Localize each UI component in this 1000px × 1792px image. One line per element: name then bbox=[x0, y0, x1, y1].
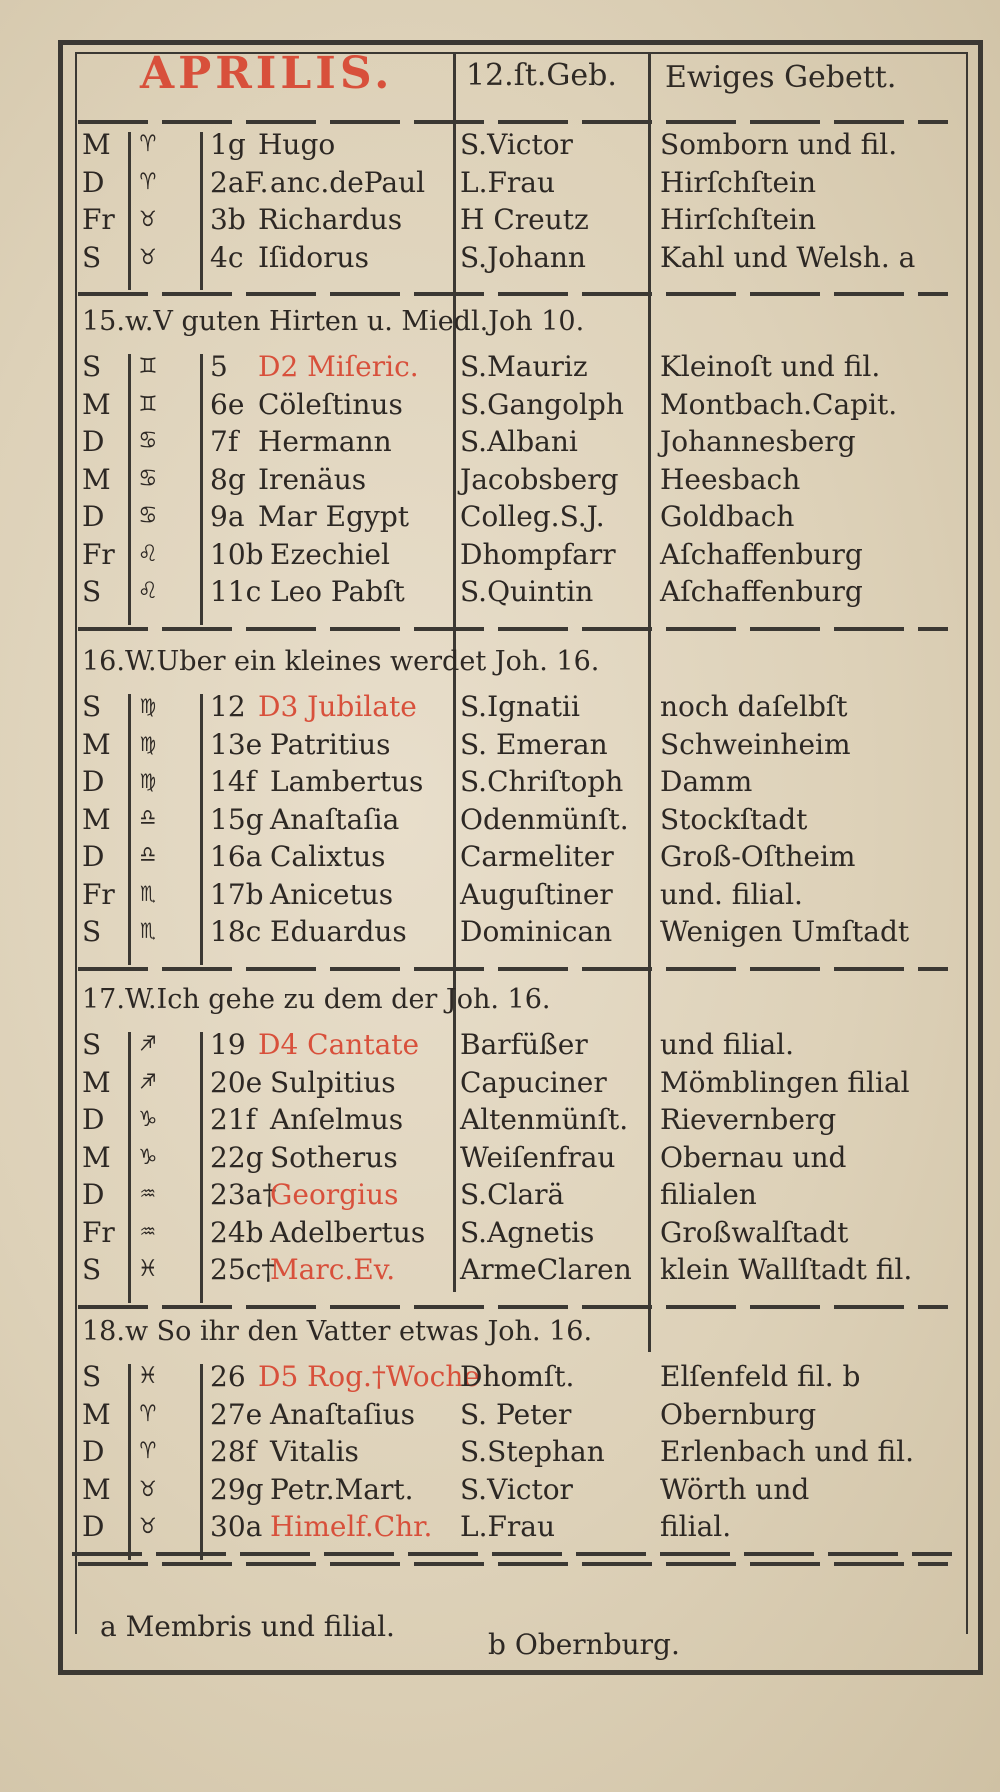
day-number: 30a bbox=[210, 1510, 263, 1543]
church-name: S.Ignatii bbox=[460, 690, 580, 723]
zodiac-sign: ♋ bbox=[140, 500, 157, 530]
saint-name: D2 Miſeric. bbox=[258, 350, 419, 383]
prayer-location: und filial. bbox=[660, 1028, 795, 1061]
prayer-location: Erlenbach und fil. bbox=[660, 1435, 915, 1468]
week-heading: 17.W.Ich gehe zu dem der Joh. 16. bbox=[82, 984, 551, 1015]
saint-name: Patritius bbox=[270, 727, 391, 761]
footnote-a: a Membris und filial. bbox=[100, 1610, 395, 1643]
saint-name: Anicetus bbox=[270, 877, 394, 911]
day-number: 4c bbox=[210, 240, 244, 274]
day-number: 11c bbox=[210, 575, 262, 608]
saint-name: Petr.Mart. bbox=[270, 1472, 414, 1506]
saint-name: Adelbertus bbox=[270, 1215, 426, 1249]
divider bbox=[128, 1364, 131, 1560]
saint-name: Iſidorus bbox=[258, 240, 369, 274]
prayer-location: Aſchaffenburg bbox=[660, 537, 863, 571]
zodiac-sign: ♈ bbox=[140, 1435, 157, 1465]
day-number: 2aF. bbox=[210, 165, 269, 199]
prayer-location: Wörth und bbox=[660, 1472, 810, 1506]
saint-name: Calixtus bbox=[270, 840, 386, 873]
day-number: 10b bbox=[210, 537, 264, 571]
weekday-letter: M bbox=[82, 802, 111, 836]
day-number: 17b bbox=[210, 877, 264, 911]
prayer-location: Großwalſtadt bbox=[660, 1215, 849, 1249]
weekday-letter: S bbox=[82, 575, 102, 608]
day-number: 7f bbox=[210, 425, 239, 458]
weekday-letter: M bbox=[82, 1140, 111, 1174]
church-name: S. Emeran bbox=[460, 727, 608, 761]
saint-name: Leo Pabſt bbox=[270, 575, 405, 608]
zodiac-sign: ♑ bbox=[140, 1140, 157, 1171]
weekday-letter: D bbox=[82, 165, 105, 199]
prayer-location: Johannesberg bbox=[660, 425, 856, 458]
prayer-location: filial. bbox=[660, 1510, 732, 1543]
prayer-location: Somborn und fil. bbox=[660, 128, 898, 161]
zodiac-sign: ♐ bbox=[140, 1028, 157, 1058]
prayer-location: Montbach.Capit. bbox=[660, 387, 898, 421]
weekday-letter: D bbox=[82, 1510, 105, 1543]
saint-name: Georgius bbox=[270, 1178, 399, 1211]
weekday-letter: D bbox=[82, 840, 105, 873]
section-rule bbox=[78, 1305, 948, 1309]
prayer-location: Heesbach bbox=[660, 462, 801, 496]
day-number: 14f bbox=[210, 765, 256, 798]
day-number: 12 bbox=[210, 690, 246, 723]
church-name: Dominican bbox=[460, 915, 613, 948]
section-rule bbox=[78, 627, 948, 631]
zodiac-sign: ♒ bbox=[140, 1215, 157, 1246]
weekday-letter: M bbox=[82, 128, 111, 161]
weekday-letter: D bbox=[82, 1103, 105, 1136]
footnote-b: b Obernburg. bbox=[488, 1628, 680, 1661]
church-name: S.Johann bbox=[460, 240, 586, 274]
saint-name: Himelf.Chr. bbox=[270, 1510, 433, 1543]
zodiac-sign: ♈ bbox=[140, 165, 157, 196]
day-number: 5 bbox=[210, 350, 228, 383]
zodiac-sign: ♊ bbox=[140, 350, 157, 380]
day-number: 13e bbox=[210, 727, 263, 761]
prayer-location: Kahl und Welsh. a bbox=[660, 240, 916, 274]
day-number: 3b bbox=[210, 203, 246, 236]
church-name: S.Victor bbox=[460, 1472, 573, 1506]
zodiac-sign: ♓ bbox=[140, 1360, 157, 1390]
church-name: S.Stephan bbox=[460, 1435, 605, 1468]
zodiac-sign: ♍ bbox=[140, 765, 157, 795]
week-heading: 16.W.Uber ein kleines werdet Joh. 16. bbox=[82, 646, 600, 677]
weekday-letter: D bbox=[82, 765, 105, 798]
day-number: 9a bbox=[210, 500, 245, 533]
church-name: ArmeClaren bbox=[460, 1253, 632, 1286]
church-name: S.Clarä bbox=[460, 1178, 565, 1211]
prayer-location: filialen bbox=[660, 1178, 757, 1211]
church-name: Colleg.S.J. bbox=[460, 500, 605, 533]
divider bbox=[128, 354, 131, 625]
weekday-letter: S bbox=[82, 1028, 102, 1061]
day-number: 1g bbox=[210, 128, 246, 161]
church-name: L.Frau bbox=[460, 1510, 556, 1543]
divider bbox=[128, 132, 131, 290]
day-number: 25c† bbox=[210, 1253, 276, 1286]
weekday-letter: S bbox=[82, 1360, 102, 1393]
church-name: S.Mauriz bbox=[460, 350, 588, 383]
church-name: Dhomſt. bbox=[460, 1360, 575, 1393]
divider bbox=[200, 694, 203, 965]
prayer-location: Hirſchſtein bbox=[660, 203, 817, 236]
zodiac-sign: ♏ bbox=[140, 877, 157, 908]
saint-name: Vitalis bbox=[270, 1435, 359, 1468]
weekday-letter: Fr bbox=[82, 537, 115, 571]
weekday-letter: M bbox=[82, 1472, 111, 1506]
prayer-location: und. filial. bbox=[660, 877, 803, 911]
saint-name: Sotherus bbox=[270, 1140, 398, 1174]
zodiac-sign: ♋ bbox=[140, 462, 157, 493]
weekday-letter: S bbox=[82, 240, 102, 274]
weekday-letter: M bbox=[82, 462, 111, 496]
day-number: 18c bbox=[210, 915, 262, 948]
saint-name: Cöleſtinus bbox=[258, 387, 403, 421]
church-name: Weiſenfrau bbox=[460, 1140, 616, 1174]
day-number: 29g bbox=[210, 1472, 264, 1506]
day-number: 20e bbox=[210, 1065, 263, 1099]
church-name: S.Victor bbox=[460, 128, 573, 161]
zodiac-sign: ♐ bbox=[140, 1065, 157, 1096]
bottom-rule bbox=[72, 1552, 952, 1556]
weekday-letter: Fr bbox=[82, 203, 115, 236]
divider bbox=[200, 1032, 203, 1303]
zodiac-sign: ♑ bbox=[140, 1103, 157, 1133]
zodiac-sign: ♊ bbox=[140, 387, 157, 418]
zodiac-sign: ♎ bbox=[140, 840, 157, 870]
saint-name: Marc.Ev. bbox=[270, 1253, 396, 1286]
divider bbox=[200, 132, 203, 290]
prayer-location: Schweinheim bbox=[660, 727, 851, 761]
day-number: 15g bbox=[210, 802, 264, 836]
zodiac-sign: ♉ bbox=[140, 1510, 157, 1540]
prayer-location: Stockſtadt bbox=[660, 802, 808, 836]
weekday-letter: D bbox=[82, 1178, 105, 1211]
prayer-location: Obernburg bbox=[660, 1397, 817, 1431]
zodiac-sign: ♓ bbox=[140, 1253, 157, 1283]
day-number: 23a† bbox=[210, 1178, 277, 1211]
church-name: S.Agnetis bbox=[460, 1215, 595, 1249]
weekday-letter: Fr bbox=[82, 877, 115, 911]
section-rule bbox=[78, 292, 948, 296]
prayer-location: Aſchaffenburg bbox=[660, 575, 863, 608]
weekday-letter: S bbox=[82, 690, 102, 723]
weekday-letter: D bbox=[82, 1435, 105, 1468]
church-name: S.Quintin bbox=[460, 575, 594, 608]
saint-name: Anaſtaſius bbox=[270, 1397, 415, 1431]
day-number: 21f bbox=[210, 1103, 256, 1136]
day-number: 28f bbox=[210, 1435, 256, 1468]
zodiac-sign: ♏ bbox=[140, 915, 157, 945]
saint-name: anc.dePaul bbox=[270, 165, 426, 199]
weekday-letter: M bbox=[82, 387, 111, 421]
day-number: 16a bbox=[210, 840, 263, 873]
column-header-church: 12.ſt.Geb. bbox=[466, 58, 617, 93]
church-name: L.Frau bbox=[460, 165, 556, 199]
week-heading: 15.w.V guten Hirten u. Miedl.Joh 10. bbox=[82, 306, 585, 337]
divider bbox=[128, 694, 131, 965]
prayer-location: Damm bbox=[660, 765, 753, 798]
prayer-location: Elſenfeld fil. b bbox=[660, 1360, 861, 1393]
month-title: APRILIS. bbox=[140, 48, 394, 99]
section-rule bbox=[78, 1562, 948, 1566]
weekday-letter: M bbox=[82, 727, 111, 761]
zodiac-sign: ♌ bbox=[140, 575, 157, 605]
divider bbox=[200, 354, 203, 625]
saint-name: Hugo bbox=[258, 128, 336, 161]
church-name: Altenmünſt. bbox=[460, 1103, 629, 1136]
prayer-location: Groß-Oſtheim bbox=[660, 840, 856, 873]
church-name: S.Chriſtoph bbox=[460, 765, 624, 798]
saint-name: D3 Jubilate bbox=[258, 690, 417, 723]
day-number: 8g bbox=[210, 462, 246, 496]
prayer-location: Goldbach bbox=[660, 500, 795, 533]
zodiac-sign: ♒ bbox=[140, 1178, 157, 1208]
zodiac-sign: ♉ bbox=[140, 1472, 157, 1503]
prayer-location: Rievernberg bbox=[660, 1103, 837, 1136]
column-header-prayer: Ewiges Gebett. bbox=[665, 60, 897, 95]
weekday-letter: Fr bbox=[82, 1215, 115, 1249]
week-heading: 18.w So ihr den Vatter etwas Joh. 16. bbox=[82, 1316, 593, 1347]
weekday-letter: M bbox=[82, 1065, 111, 1099]
saint-name: Eduardus bbox=[270, 915, 407, 948]
zodiac-sign: ♌ bbox=[140, 537, 157, 568]
church-name: Capuciner bbox=[460, 1065, 607, 1099]
weekday-letter: S bbox=[82, 350, 102, 383]
zodiac-sign: ♎ bbox=[140, 802, 157, 833]
saint-name: Sulpitius bbox=[270, 1065, 396, 1099]
zodiac-sign: ♈ bbox=[140, 128, 157, 158]
weekday-letter: D bbox=[82, 425, 105, 458]
church-name: Jacobsberg bbox=[460, 462, 619, 496]
day-number: 26 bbox=[210, 1360, 246, 1393]
saint-name: Ezechiel bbox=[270, 537, 390, 571]
weekday-letter: M bbox=[82, 1397, 111, 1431]
day-number: 6e bbox=[210, 387, 245, 421]
zodiac-sign: ♋ bbox=[140, 425, 157, 455]
saint-name: Mar Egypt bbox=[258, 500, 410, 533]
zodiac-sign: ♈ bbox=[140, 1397, 157, 1428]
church-name: Barfüßer bbox=[460, 1028, 588, 1061]
day-number: 24b bbox=[210, 1215, 264, 1249]
prayer-location: Obernau und bbox=[660, 1140, 847, 1174]
saint-name: Hermann bbox=[258, 425, 392, 458]
weekday-letter: D bbox=[82, 500, 105, 533]
saint-name: D4 Cantate bbox=[258, 1028, 420, 1061]
prayer-location: Kleinoſt und fil. bbox=[660, 350, 881, 383]
church-name: S. Peter bbox=[460, 1397, 572, 1431]
saint-name: Lambertus bbox=[270, 765, 424, 798]
church-name: S.Gangolph bbox=[460, 387, 624, 421]
church-name: Auguſtiner bbox=[460, 877, 613, 911]
section-rule bbox=[78, 967, 948, 971]
day-number: 19 bbox=[210, 1028, 246, 1061]
saint-name: Anſelmus bbox=[270, 1103, 404, 1136]
church-name: Dhompfarr bbox=[460, 537, 616, 571]
weekday-letter: S bbox=[82, 915, 102, 948]
prayer-location: Hirſchſtein bbox=[660, 165, 817, 199]
prayer-location: noch daſelbſt bbox=[660, 690, 848, 723]
church-name: S.Albani bbox=[460, 425, 578, 458]
church-name: Carmeliter bbox=[460, 840, 614, 873]
prayer-location: Mömblingen filial bbox=[660, 1065, 910, 1099]
saint-name: Richardus bbox=[258, 203, 403, 236]
prayer-location: klein Wallſtadt fil. bbox=[660, 1253, 913, 1286]
zodiac-sign: ♉ bbox=[140, 203, 157, 233]
zodiac-sign: ♍ bbox=[140, 727, 157, 758]
saint-name: Irenäus bbox=[258, 462, 367, 496]
divider bbox=[128, 1032, 131, 1303]
day-number: 22g bbox=[210, 1140, 264, 1174]
divider bbox=[200, 1364, 203, 1560]
day-number: 27e bbox=[210, 1397, 263, 1431]
zodiac-sign: ♍ bbox=[140, 690, 157, 720]
weekday-letter: S bbox=[82, 1253, 102, 1286]
zodiac-sign: ♉ bbox=[140, 240, 157, 271]
saint-name: Anaſtaſia bbox=[270, 802, 400, 836]
saint-name: D5 Rog.†Woche bbox=[258, 1360, 480, 1393]
church-name: H Creutz bbox=[460, 203, 589, 236]
header-rule bbox=[78, 120, 948, 124]
church-name: Odenmünſt. bbox=[460, 802, 629, 836]
divider bbox=[648, 52, 651, 1352]
prayer-location: Wenigen Umſtadt bbox=[660, 915, 910, 948]
